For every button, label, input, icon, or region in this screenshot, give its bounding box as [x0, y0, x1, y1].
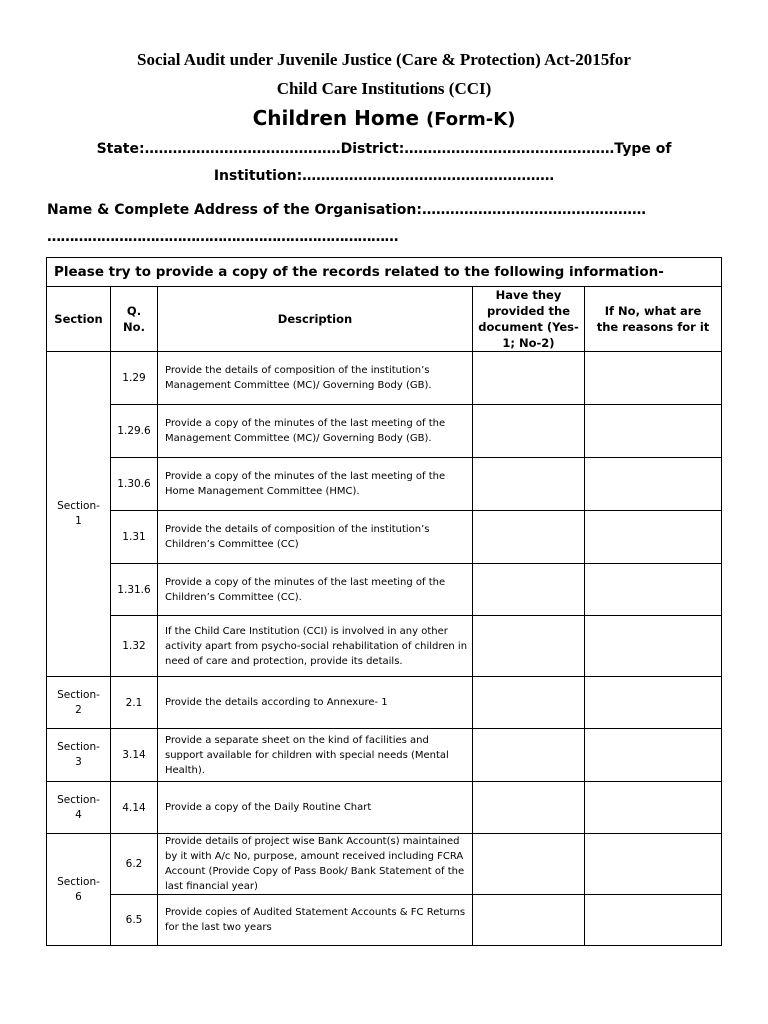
title-line-2: Child Care Institutions (CCI): [276, 79, 492, 98]
qno-cell: 1.29: [111, 352, 158, 405]
qno-cell: 2.1: [111, 677, 158, 729]
reasons-input-cell[interactable]: [585, 677, 722, 729]
table-row: [47, 405, 722, 458]
table-row: [47, 352, 722, 405]
col-header-provided: Have they provided the document (Yes-1; No-2): [473, 287, 585, 352]
reasons-input-cell[interactable]: [585, 616, 722, 677]
qno-cell: 1.31: [111, 511, 158, 564]
provided-input-cell[interactable]: [473, 616, 585, 677]
section-cell: Section-6: [47, 834, 111, 946]
description-cell: Provide a separate sheet on the kind of facilities and support available for children with special needs (Mental Health).: [158, 729, 473, 782]
table-heading: Please try to provide a copy of the records related to the following information-: [47, 258, 722, 287]
description-cell: Provide a copy of the minutes of the last meeting of the Children’s Committee (CC).: [158, 564, 473, 616]
provided-input-cell[interactable]: [473, 405, 585, 458]
qno-cell: 1.32: [111, 616, 158, 677]
col-header-description: Description: [158, 287, 473, 352]
provided-input-cell[interactable]: [473, 677, 585, 729]
col-header-reasons: If No, what are the reasons for it: [585, 287, 722, 352]
description-cell: Provide the details according to Annexure- 1: [158, 677, 473, 729]
col-header-section: Section: [47, 287, 111, 352]
table-row: [47, 564, 722, 616]
reasons-input-cell[interactable]: [585, 564, 722, 616]
section-cell: Section-1: [47, 352, 111, 677]
institution-type-field: Institution:………………………………………………: [213, 168, 555, 184]
description-cell: Provide copies of Audited Statement Accounts & FC Returns for the last two years: [158, 895, 473, 946]
table-row: [47, 729, 722, 782]
provided-input-cell[interactable]: [473, 834, 585, 895]
description-cell: Provide the details of composition of the institution’s Management Committee (MC)/ Governing Body (GB).: [158, 352, 473, 405]
organisation-address-continuation: ……………………………………………………………………: [47, 229, 398, 245]
description-cell: Provide the details of composition of the institution’s Children’s Committee (CC): [158, 511, 473, 564]
table-header-row: [47, 287, 722, 352]
provided-input-cell[interactable]: [473, 352, 585, 405]
reasons-input-cell[interactable]: [585, 729, 722, 782]
description-cell: Provide a copy of the Daily Routine Chart: [158, 782, 473, 834]
description-cell: Provide a copy of the minutes of the last meeting of the Home Management Committee (HMC).: [158, 458, 473, 511]
title-line-1: Social Audit under Juvenile Justice (Care & Protection) Act-2015for: [137, 50, 631, 69]
reasons-input-cell[interactable]: [585, 782, 722, 834]
qno-cell: 3.14: [111, 729, 158, 782]
form-title-main: Children Home: [252, 106, 420, 130]
description-cell: Provide a copy of the minutes of the last meeting of the Management Committee (MC)/ Governing Body (GB).: [158, 405, 473, 458]
col-header-qno: Q. No.: [111, 287, 158, 352]
qno-cell: 6.5: [111, 895, 158, 946]
provided-input-cell[interactable]: [473, 458, 585, 511]
form-title: [0, 106, 768, 130]
section-cell: Section-2: [47, 677, 111, 729]
table-row: [47, 895, 722, 946]
reasons-input-cell[interactable]: [585, 458, 722, 511]
table-row: [47, 458, 722, 511]
section-cell: Section-3: [47, 729, 111, 782]
table-row: [47, 782, 722, 834]
reasons-input-cell[interactable]: [585, 895, 722, 946]
table-row: [47, 616, 722, 677]
description-cell: Provide details of project wise Bank Account(s) maintained by it with A/c No, purpose, amount received including FCRA Account (Provide Copy of Pass Book/ Bank Statement of the last financial year): [158, 834, 473, 895]
provided-input-cell[interactable]: [473, 564, 585, 616]
records-table: [46, 257, 722, 946]
reasons-input-cell[interactable]: [585, 405, 722, 458]
provided-input-cell[interactable]: [473, 782, 585, 834]
qno-cell: 4.14: [111, 782, 158, 834]
table-row: [47, 511, 722, 564]
organisation-address-field: Name & Complete Address of the Organisation:…………………………………………: [47, 202, 646, 218]
reasons-input-cell[interactable]: [585, 352, 722, 405]
reasons-input-cell[interactable]: [585, 511, 722, 564]
qno-cell: 6.2: [111, 834, 158, 895]
form-title-code: (Form-K): [426, 109, 516, 130]
qno-cell: 1.29.6: [111, 405, 158, 458]
state-district-field: State:……………………………………District:………………………………………Type of: [96, 141, 672, 157]
qno-cell: 1.30.6: [111, 458, 158, 511]
table-row: [47, 834, 722, 895]
reasons-input-cell[interactable]: [585, 834, 722, 895]
description-cell: If the Child Care Institution (CCI) is involved in any other activity apart from psycho-social rehabilitation of children in need of care and protection, provide its details.: [158, 616, 473, 677]
provided-input-cell[interactable]: [473, 729, 585, 782]
section-cell: Section-4: [47, 782, 111, 834]
table-row: [47, 677, 722, 729]
qno-cell: 1.31.6: [111, 564, 158, 616]
provided-input-cell[interactable]: [473, 895, 585, 946]
provided-input-cell[interactable]: [473, 511, 585, 564]
